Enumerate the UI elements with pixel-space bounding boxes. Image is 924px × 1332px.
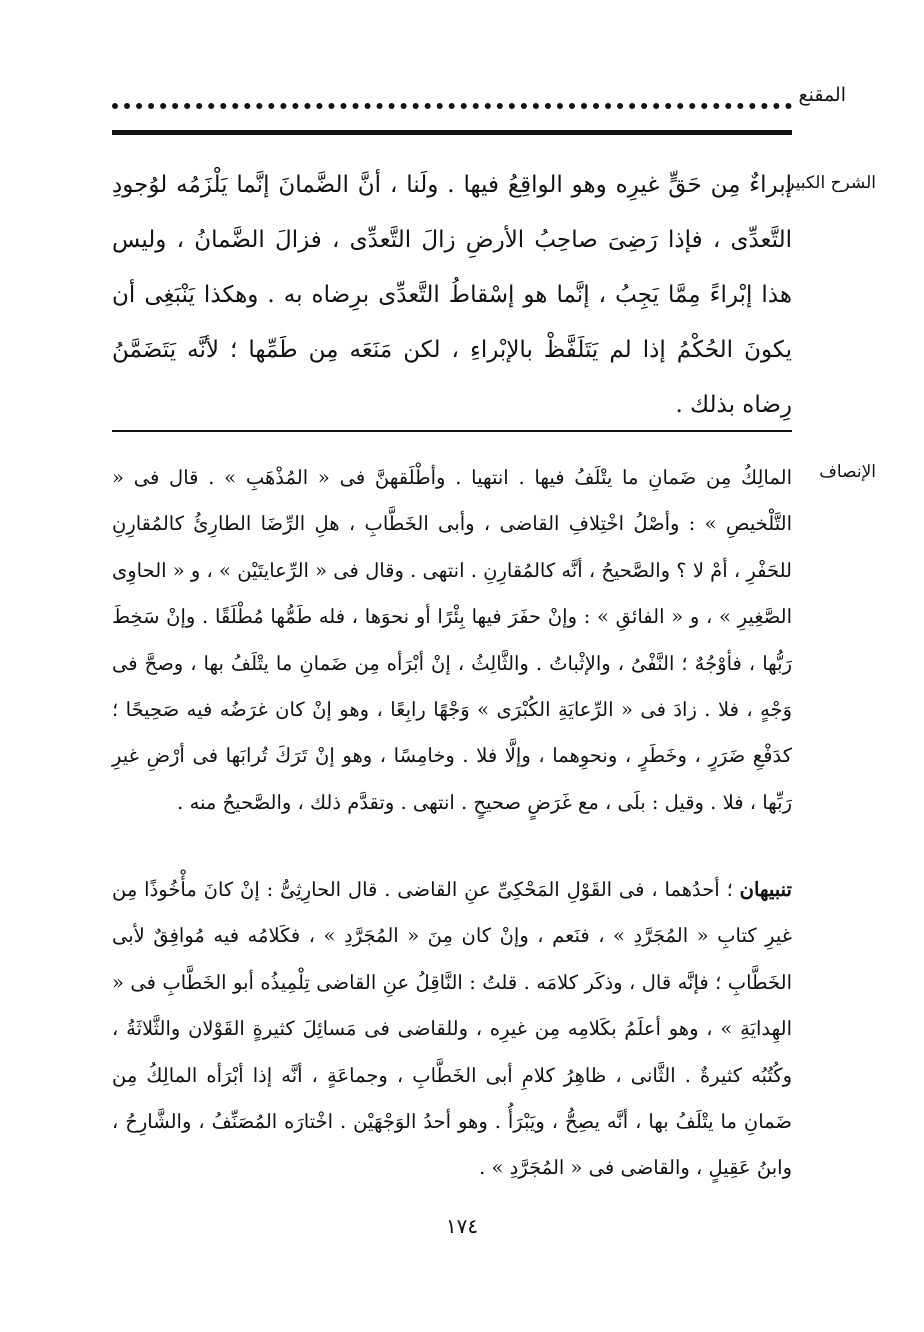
sharh-paragraph: إبراءٌ مِن حَقٍّ غيرِه وهو الواقِعُ فيها . ولَنا ، أنَّ الضَّمانَ إنَّما يَلْزَمُه لوُجودِ التَّعدِّى ، فإذا رَضِىَ صاحِبُ الأرضِ زالَ التَّعدِّى ، فزالَ الضَّمانُ ، وليس هذا إبْراءً مِمَّا يَجِبُ ، إنَّما هو إسْقاطُ التَّعدِّى برِضاه به . وهكذا يَنْبَغِى أن يكونَ الحُكْمُ إذا لم يَتَلَفَّظْ بالإبْراءِ ، لكن مَنَعَه مِن طَمِّها ؛ لأنَّه يَتَضَمَّنُ رِضاه بذلك .	[112, 172, 792, 418]
header-dotted-rule	[112, 103, 792, 109]
margin-label-insaf: الإنصاف	[819, 462, 876, 482]
section-divider	[112, 430, 792, 432]
margin-label-sharh: الشرح الكبير	[786, 173, 876, 193]
insaf-paragraph: المالِكُ مِن ضَمانِ ما يتْلَفُ فيها . انتهيا . وأطْلَقهنَّ فى « المُذْهَبِ » . قال فى « التَّلْخيصِ » : وأصْلُ اخْتِلافِ القاضى ، وأبى الخَطَّابِ ، هلِ الرِّضَا الطارِئُ كالمُقارِنِ للحَفْرِ ، أمْ لا ؟ والصَّحيحُ ، أنَّه كالمُقارِنِ . انتهى . وقال فى « الرِّعايتَيْن » ، و « الحاوِى الصَّغِيرِ » ، و « الفائقِ » : وإنْ حفَرَ فيها بِئْرًا أو نحوَها ، فله طَمُّها مُطْلَقًا . وإنْ سَخِطَ رَبُّها ، فأوْجُهٌ ؛ النَّفْىُ ، والإثْباتُ . والثَّالِثُ ، إنْ أبْرَأه مِن ضَمانِ ما يتْلَفُ بها ، وصحَّ فى وَجْهٍ ، فلا . زادَ فى « الرِّعايَةِ الكُبْرَى » وَجْهًا رابِعًا ، وهو إنْ كان غرَضُه فيه صَحِيحًا ؛ كدَفْعِ ضَرَرٍ ، وخَطَرٍ ، ونحوِهما ، وإلَّا فلا . وخامِسًا ، وهو إنْ تَرَكَ تُرابَها فى أرْضِ غيرِ رَبِّها ، فلا . وقيل : بلَى ، مع غَرَضٍ صحيحٍ . انتهى . وتقدَّم ذلك ، والصَّحيحُ منه .	[112, 466, 792, 814]
tanbih-text: ؛ أحدُهما ، فى القَوْلِ المَحْكِىِّ عنِ القاضى . قال الحارِثِىُّ : إنْ كانَ مأْخُوذًا مِن غيرِ كتابِ « المُجَرَّدِ » ، فنَعم ، وإنْ كان مِنَ « المُجَرَّدِ » ، فكَلامُه فيه مُوافِقٌ لأبى الخَطَّابِ ؛ فإنَّه قال ، وذكَر كلامَه . قلتُ : النَّاقِلُ عنِ القاضى تِلْمِيذُه أبو الخَطَّابِ فى « الهِدايَةِ » ، وهو أعلَمُ بكَلامِه مِن غيرِه ، وللقاضى فى مَسائِلَ كثيرةٍ القَوْلان والثَّلاثَةُ ، وكُتُبُه كثيرةٌ . الثَّانى ، ظاهِرُ كلامِ أبى الخَطَّابِ ، وجماعَةٍ ، أنَّه إذا أبْرَأه المالِكُ مِن ضَمانِ ما يتْلَفُ بها ، أنَّه يصِحُّ ، ويَبْرَأُ . وهو أحدُ الوَجْهَيْن . اخْتارَه المُصَنِّفُ ، والشَّارِحُ ، وابنُ عَقِيلٍ ، والقاضى فى « المُجَرَّدِ » .	[112, 878, 792, 1180]
tanbih-paragraph	[112, 867, 792, 1192]
running-header-title: المقنع	[798, 84, 846, 106]
header-solid-rule	[112, 130, 792, 135]
page-number: ١٧٤	[445, 1214, 479, 1238]
tanbih-lead-word: تنبيهان	[739, 878, 792, 901]
